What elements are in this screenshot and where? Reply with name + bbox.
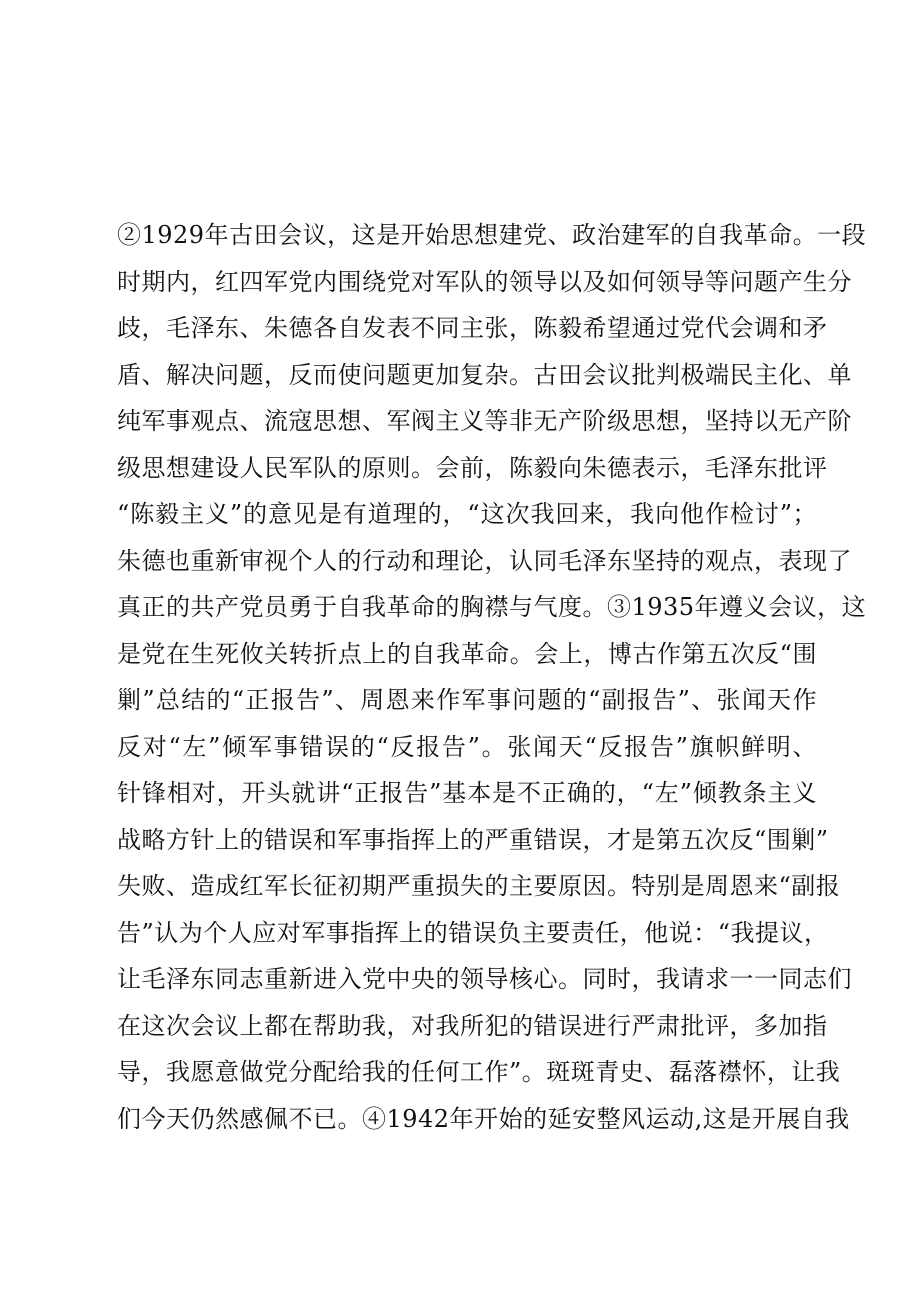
- text-line-14: 战略方针上的错误和军事指挥上的严重错误，才是第五次反“围剿”: [117, 825, 829, 854]
- text-line-13: 针锋相对，开头就讲“正报告”基本是不正确的，“左”倾教条主义: [117, 779, 817, 807]
- text-line-15: 失败、造成红军长征初期严重损失的主要原因。特别是周恩来“副报: [117, 872, 841, 900]
- text-line-5: 纯军事观点、流寇思想、军阀主义等非无产阶级思想，坚持以无产阶: [117, 407, 852, 435]
- text-line-9: 真正的共产党员勇于自我革命的胸襟与气度。③1935年遵义会议，这: [117, 593, 867, 621]
- body-paragraph: [117, 212, 867, 1142]
- text-line-8: 朱德也重新审视个人的行动和理论，认同毛泽东坚持的观点，表现了: [117, 546, 852, 575]
- text-line-18: 在这次会议上都在帮助我，对我所犯的错误进行严肃批评，多加指: [117, 1011, 828, 1040]
- text-line-6: 级思想建设人民军队的原则。会前，陈毅向朱德表示，毛泽东批评: [117, 453, 828, 482]
- text-line-2: 时期内，红四军党内围绕党对军队的领导以及如何领导等问题产生分: [117, 267, 852, 296]
- text-line-16: 告”认为个人应对军事指挥上的错误负主要责任，他说：“我提议，: [117, 918, 829, 947]
- text-line-20: 们今天仍然感佩不已。④1942年开始的延安整风运动,这是开展自我: [117, 1104, 850, 1133]
- text-line-1: ②1929年古田会议，这是开始思想建党、政治建军的自我革命。一段: [117, 221, 867, 249]
- text-line-10: 是党在生死攸关转折点上的自我革命。会上，博古作第五次反“围: [117, 639, 817, 668]
- text-line-3: 歧，毛泽东、朱德各自发表不同主张，陈毅希望通过党代会调和矛: [117, 314, 828, 342]
- text-line-7: “陈毅主义”的意见是有道理的，“这次我回来，我向他作检讨”；: [117, 500, 817, 528]
- text-line-17: 让毛泽东同志重新进入党中央的领导核心。同时，我请求一一同志们: [117, 965, 852, 993]
- text-line-4: 盾、解决问题，反而使问题更加复杂。古田会议批判极端民主化、单: [117, 360, 852, 389]
- text-line-12: 反对“左”倾军事错误的“反报告”。张闻天“反报告”旗帜鲜明、: [117, 732, 817, 761]
- text-line-11: 剿”总结的“正报告”、周恩来作军事问题的“副报告”、张闻天作: [117, 686, 817, 714]
- text-line-19: 导，我愿意做党分配给我的任何工作”。斑斑青史、磊落襟怀，让我: [117, 1058, 841, 1086]
